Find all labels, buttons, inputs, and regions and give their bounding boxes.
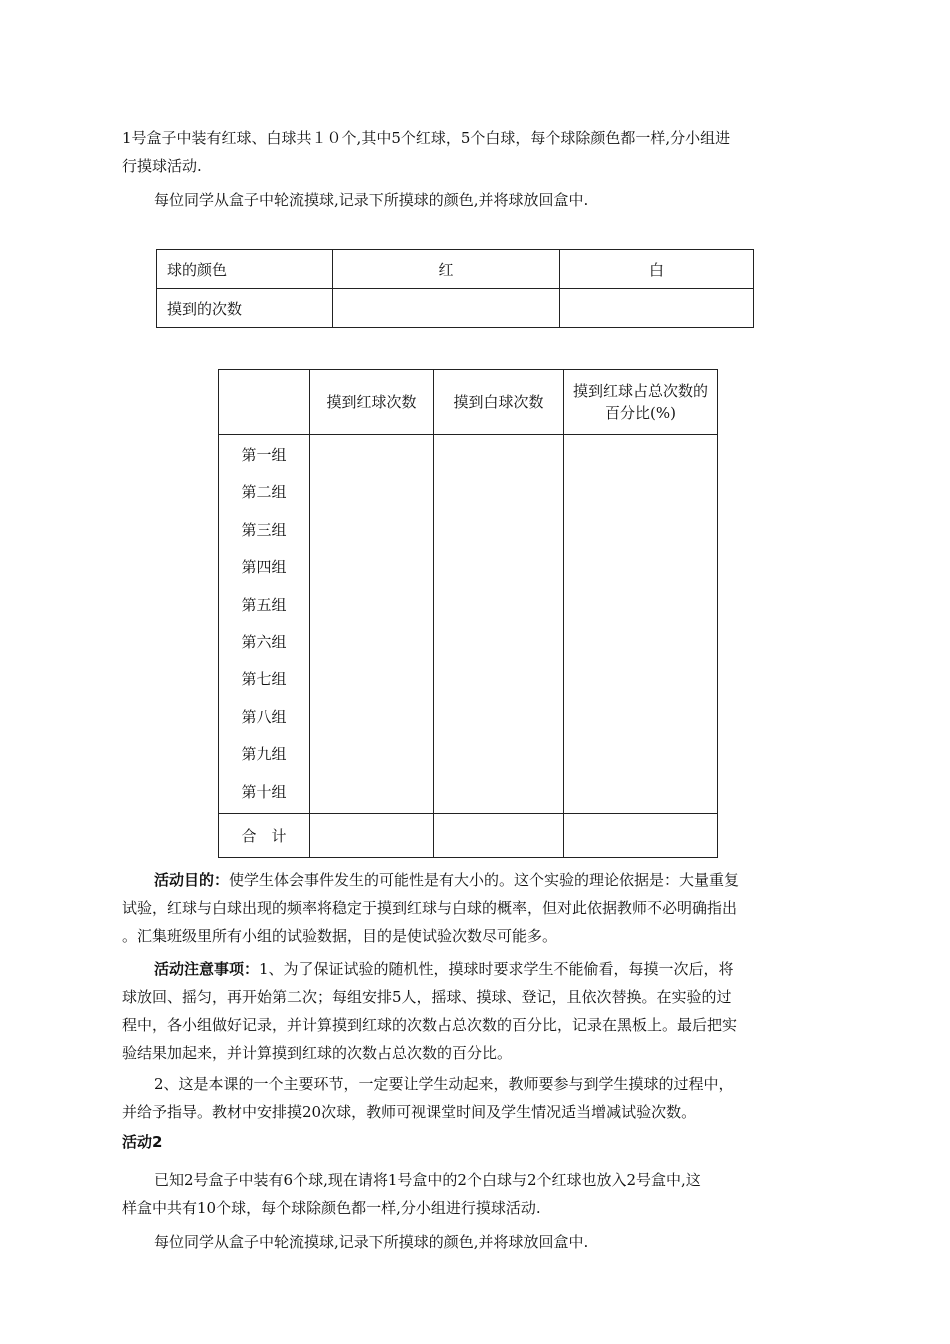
total-row	[219, 813, 718, 857]
table-cell: 球的颜色	[157, 250, 333, 289]
table-cell	[434, 435, 564, 814]
table-cell	[434, 813, 564, 857]
table-cell	[310, 435, 434, 814]
group-label: 第八组	[241, 707, 287, 726]
notes-line-2: 球放回、摇匀，再开始第二次；每组安排5人，摇球、摸球、登记，且依次替换。在实验的过	[122, 988, 732, 1006]
group-label: 第九组	[241, 745, 287, 764]
notes-label: 活动注意事项：	[154, 960, 260, 978]
notes-paragraph	[122, 955, 822, 1067]
activity2-heading: 活动2	[122, 1133, 163, 1151]
table-header-cell	[219, 370, 310, 435]
note2-line-1: 2、这是本课的一个主要环节，一定要让学生动起来，教师要参与到学生摸球的过程中，	[154, 1075, 734, 1093]
activity2-paragraph	[122, 1166, 822, 1222]
table-header-cell: 摸到红球占总次数的百分比(%)	[564, 370, 718, 435]
purpose-label: 活动目的：	[154, 871, 230, 889]
table-cell	[310, 813, 434, 857]
table-cell: 红	[333, 250, 560, 289]
table-header-cell: 摸到白球次数	[434, 370, 564, 435]
group-label: 第六组	[241, 632, 287, 651]
group-label: 第一组	[241, 446, 287, 464]
color-count-table	[156, 249, 754, 328]
purpose-paragraph	[122, 866, 822, 950]
purpose-line-3: 。汇集班级里所有小组的试验数据，目的是使试验次数尽可能多。	[122, 927, 558, 945]
notes-line-4: 验结果加起来，并计算摸到红球的次数占总次数的百分比。	[122, 1044, 513, 1062]
notes-line-3: 程中，各小组做好记录，并计算摸到红球的次数占总次数的百分比，记录在黑板上。最后把实	[122, 1016, 738, 1034]
intro-paragraph	[122, 124, 822, 180]
notes-line-1: 1、为了保证试验的随机性，摸球时要求学生不能偷看，每摸一次后，将	[259, 960, 734, 978]
table-cell	[560, 289, 754, 328]
group-label: 第三组	[241, 520, 287, 539]
intro-line-2: 行摸球活动.	[122, 157, 202, 175]
activity2-line-1: 已知2号盒子中装有6个球,现在请将1号盒中的2个白球与2个红球也放入2号盒中,这	[154, 1171, 701, 1189]
table-header-cell: 摸到红球次数	[310, 370, 434, 435]
purpose-line-1: 使学生体会事件发生的可能性是有大小的。这个实验的理论依据是：大量重复	[229, 871, 740, 889]
table-row	[157, 250, 754, 289]
intro-line-1: 1号盒子中装有红球、白球共１０个,其中5个红球，5个白球，每个球除颜色都一样,分小组进	[122, 129, 731, 147]
note2-line-2: 并给予指导。教材中安排摸20次球，教师可视课堂时间及学生情况适当增减试验次数。	[122, 1103, 697, 1121]
activity2-instruction: 每位同学从盒子中轮流摸球,记录下所摸球的颜色,并将球放回盒中.	[154, 1233, 589, 1251]
purpose-line-2: 试验，红球与白球出现的频率将稳定于摸到红球与白球的概率，但对此依据教师不必明确指出	[122, 899, 738, 917]
group-labels-cell	[219, 435, 310, 814]
table-cell	[564, 435, 718, 814]
group-label: 第五组	[241, 595, 287, 614]
table-cell	[333, 289, 560, 328]
group-label: 第二组	[241, 483, 287, 502]
note2-paragraph	[122, 1070, 822, 1126]
table-cell	[564, 813, 718, 857]
table-row	[219, 435, 718, 814]
table-cell: 摸到的次数	[157, 289, 333, 328]
table-cell: 白	[560, 250, 754, 289]
table-header-row	[219, 370, 718, 435]
table-row	[157, 289, 754, 328]
group-label: 第七组	[241, 670, 287, 689]
intro-instruction: 每位同学从盒子中轮流摸球,记录下所摸球的颜色,并将球放回盒中.	[154, 191, 589, 209]
group-label: 第十组	[241, 782, 287, 801]
total-label: 合 计	[219, 813, 310, 857]
group-label: 第四组	[241, 558, 287, 577]
activity2-line-2: 样盒中共有10个球，每个球除颜色都一样,分小组进行摸球活动.	[122, 1199, 541, 1217]
group-results-table	[218, 369, 718, 858]
